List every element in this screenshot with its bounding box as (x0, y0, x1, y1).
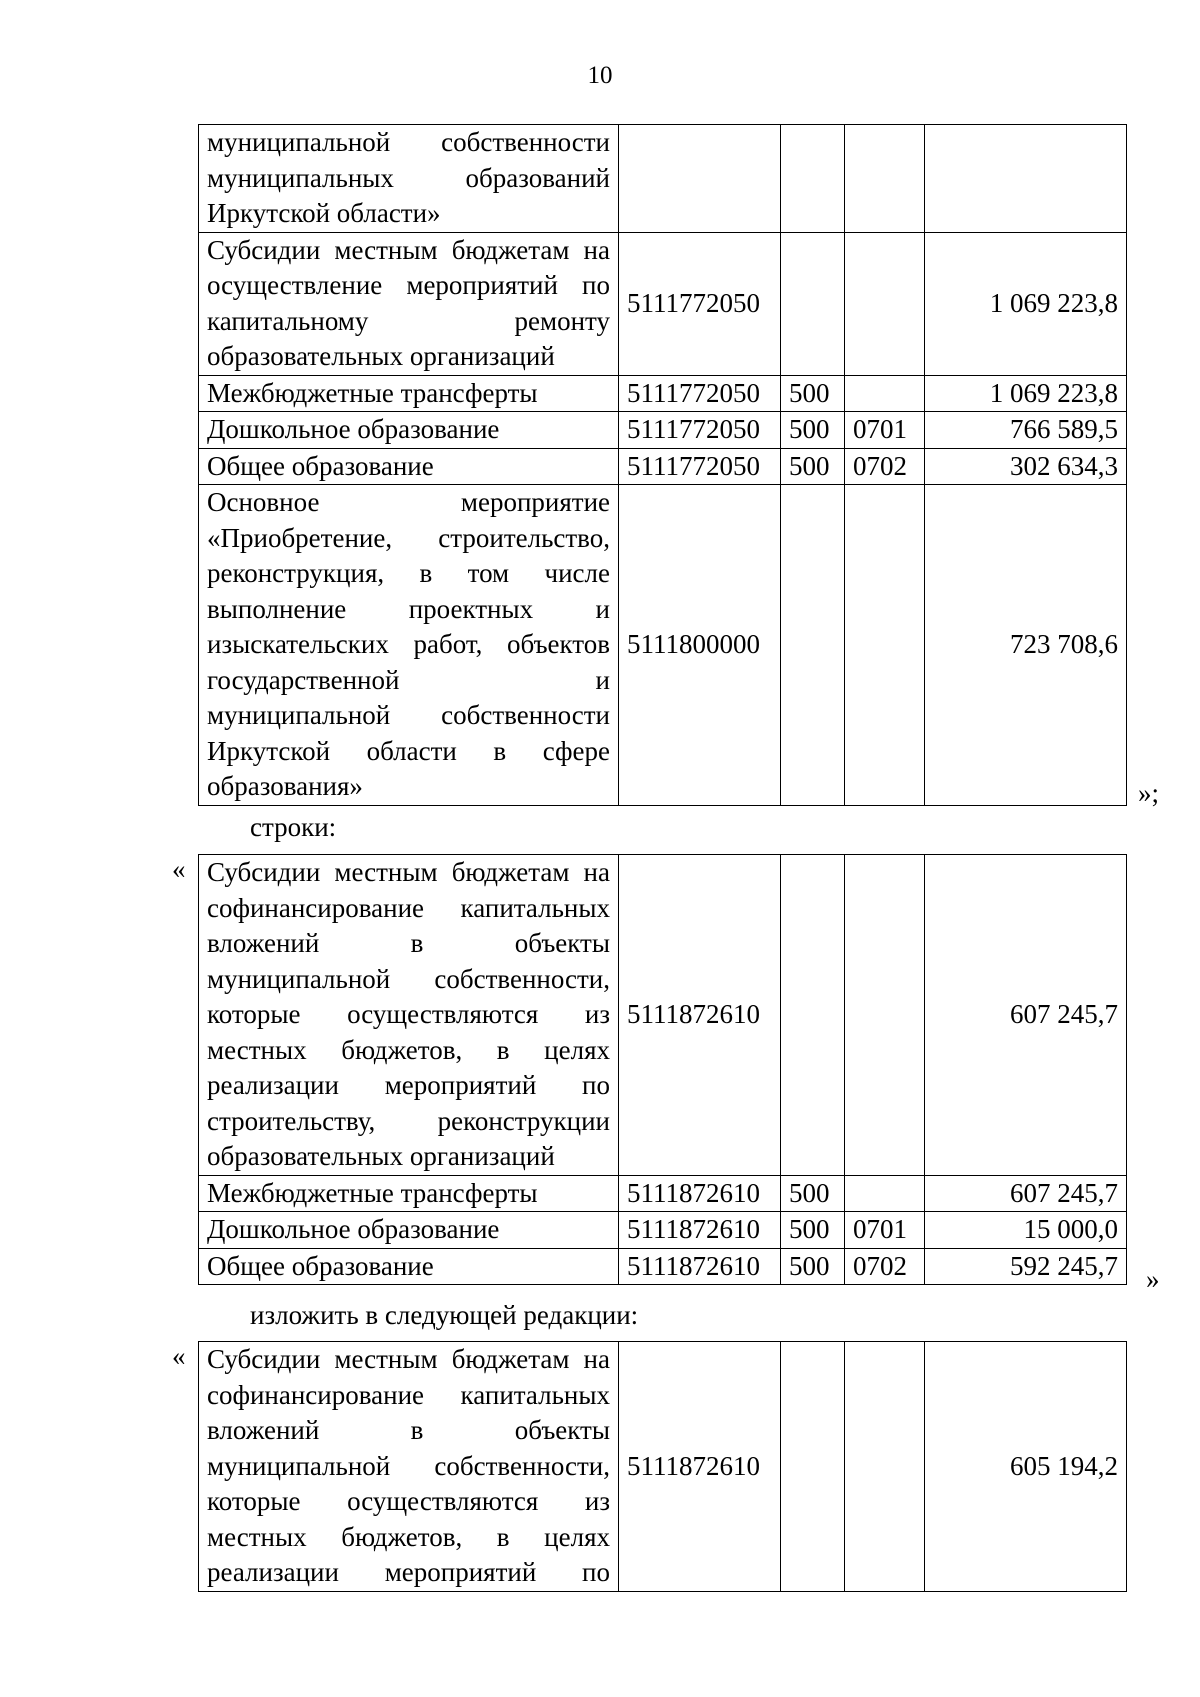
caption-rows: строки: (250, 812, 337, 842)
table-row (199, 485, 1127, 806)
row-code: 5111800000 (619, 485, 781, 806)
budget-table-continued (198, 124, 1127, 806)
row-pr (845, 375, 925, 412)
row-name: Субсидии местным бюджетам на софинансирование капитальных вложений в объекты муниципальной собственности, которые осуществляются из местных бюджетов, в целях реализации мероприятий по (199, 1342, 619, 1592)
row-vr (781, 125, 845, 233)
budget-table-new-rows (198, 1341, 1127, 1592)
row-code: 5111772050 (619, 412, 781, 449)
row-name: Дошкольное образование (199, 412, 619, 449)
row-sum: 1 069 223,8 (925, 375, 1127, 412)
row-sum (925, 125, 1127, 233)
row-sum: 607 245,7 (925, 855, 1127, 1176)
row-pr (845, 855, 925, 1176)
row-pr: 0702 (845, 448, 925, 485)
table-row (199, 1342, 1127, 1592)
table-row (199, 125, 1127, 233)
row-vr: 500 (781, 412, 845, 449)
row-sum: 607 245,7 (925, 1175, 1127, 1212)
row-name: Субсидии местным бюджетам на осуществление мероприятий по капитальному ремонту образовательных организаций (199, 232, 619, 375)
row-vr (781, 485, 845, 806)
row-code: 5111872610 (619, 1175, 781, 1212)
row-pr (845, 125, 925, 233)
closing-quote-mark: » (1146, 1264, 1160, 1294)
row-pr (845, 485, 925, 806)
row-name: Основное мероприятие «Приобретение, строительство, реконструкция, в том числе выполнение проектных и изыскательских работ, объектов государственной и муниципальной собственности Иркутской области в сфере образования» (199, 485, 619, 806)
row-name: Межбюджетные трансферты (199, 375, 619, 412)
table-row (199, 1212, 1127, 1249)
row-pr (845, 1175, 925, 1212)
opening-quote-mark: « (172, 1341, 186, 1371)
row-pr (845, 232, 925, 375)
row-vr: 500 (781, 1248, 845, 1285)
row-sum: 302 634,3 (925, 448, 1127, 485)
row-name: Общее образование (199, 448, 619, 485)
budget-table-old-rows (198, 854, 1127, 1285)
table-row (199, 412, 1127, 449)
row-code: 5111872610 (619, 1342, 781, 1592)
row-code: 5111872610 (619, 855, 781, 1176)
table-row (199, 375, 1127, 412)
row-vr (781, 855, 845, 1176)
row-pr (845, 1342, 925, 1592)
table-row (199, 232, 1127, 375)
row-code: 5111772050 (619, 448, 781, 485)
row-sum: 605 194,2 (925, 1342, 1127, 1592)
row-vr (781, 1342, 845, 1592)
page-number: 10 (587, 62, 613, 89)
row-vr: 500 (781, 1175, 845, 1212)
row-sum: 15 000,0 (925, 1212, 1127, 1249)
closing-quote-mark: »; (1138, 778, 1160, 808)
row-name: муниципальной собственности муниципальных образований Иркутской области» (199, 125, 619, 233)
opening-quote-mark: « (172, 854, 186, 884)
caption-new-edition: изложить в следующей редакции: (250, 1300, 639, 1330)
row-code: 5111772050 (619, 375, 781, 412)
row-vr: 500 (781, 1212, 845, 1249)
table-row (199, 855, 1127, 1176)
row-name: Дошкольное образование (199, 1212, 619, 1249)
row-name: Субсидии местным бюджетам на софинансирование капитальных вложений в объекты муниципальной собственности, которые осуществляются из местных бюджетов, в целях реализации мероприятий по строительству, реконструкции образовательных организаций (199, 855, 619, 1176)
row-pr: 0702 (845, 1248, 925, 1285)
row-name: Общее образование (199, 1248, 619, 1285)
table-row (199, 448, 1127, 485)
table-row (199, 1248, 1127, 1285)
row-code: 5111872610 (619, 1212, 781, 1249)
row-code: 5111872610 (619, 1248, 781, 1285)
row-vr (781, 232, 845, 375)
row-name: Межбюджетные трансферты (199, 1175, 619, 1212)
row-sum: 1 069 223,8 (925, 232, 1127, 375)
row-vr: 500 (781, 448, 845, 485)
table-row (199, 1175, 1127, 1212)
row-pr: 0701 (845, 1212, 925, 1249)
row-code: 5111772050 (619, 232, 781, 375)
row-vr: 500 (781, 375, 845, 412)
row-sum: 723 708,6 (925, 485, 1127, 806)
row-code (619, 125, 781, 233)
row-pr: 0701 (845, 412, 925, 449)
row-sum: 592 245,7 (925, 1248, 1127, 1285)
row-sum: 766 589,5 (925, 412, 1127, 449)
